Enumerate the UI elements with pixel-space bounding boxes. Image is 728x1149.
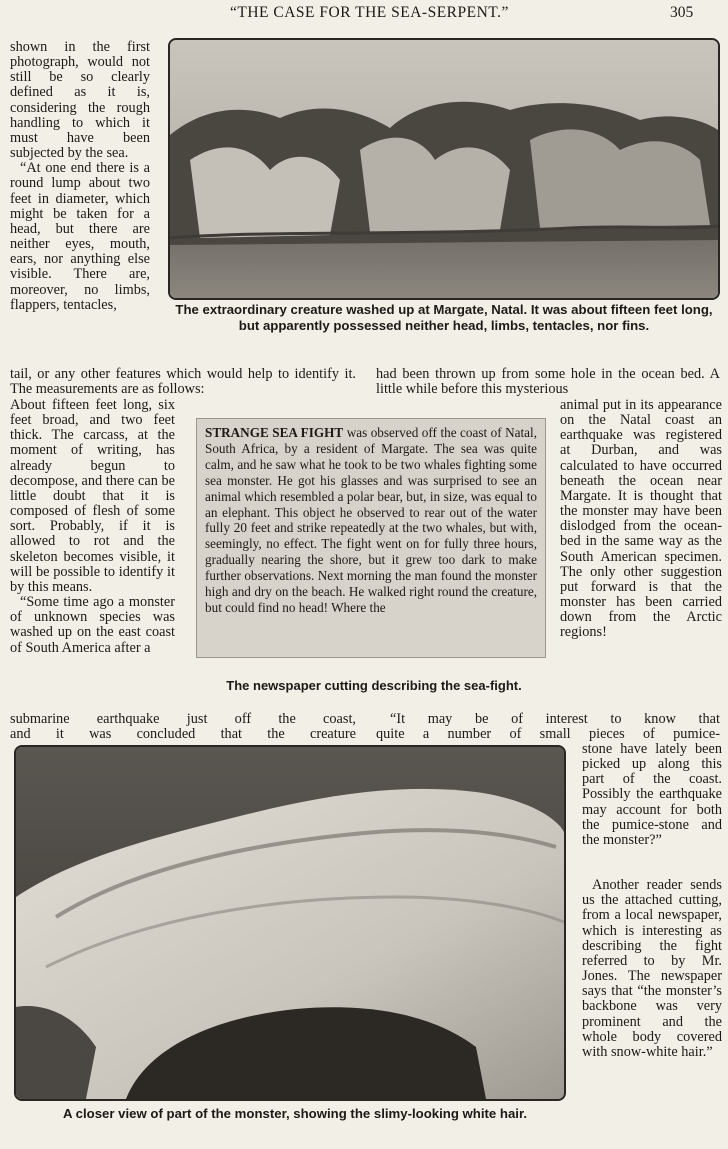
right-column-lower (582, 742, 722, 1060)
body-paragraph: stone have lately been picked up along this part of the coast. Possibly the earthquake may account for both the pumice-stone and the monster?” (582, 741, 722, 848)
photo-monster-closeup-image (16, 747, 564, 1099)
photo-creature-beach-image (170, 40, 718, 298)
left-column-upper (10, 40, 150, 313)
middle-text-left: tail, or any other features which would help to identify it. The measurements are as follows: (10, 366, 356, 398)
right-column-upper (560, 398, 722, 641)
bridge-line-left-2: and it was concluded that the creature (10, 726, 356, 742)
page-number: 305 (670, 4, 694, 21)
body-paragraph: “Some time ago a monster of unknown species was washed up on the east coast of South America after a (10, 594, 175, 656)
left-column-lower (10, 398, 175, 656)
photo-creature-beach (168, 38, 720, 300)
bridge-line-left-1: submarine earthquake just off the coast, (10, 711, 356, 727)
photo-monster-closeup (14, 745, 566, 1101)
body-paragraph: “At one end there is a round lump about two feet in diameter, which might be taken for a head, but there are neither eyes, mouth, ears, nor anything else visible. There are, moreover, no limbs, flappers, tentacles, (10, 160, 150, 313)
caption-photo-top: The extraordinary creature washed up at Margate, Natal. It was about fifteen feet long, but apparently possessed neither head, limbs, tentacles, nor fins. (175, 302, 713, 333)
caption-cutting: The newspaper cutting describing the sea-fight. (226, 678, 522, 693)
cutting-headline: STRANGE SEA FIGHT (205, 425, 344, 440)
caption-photo-bottom: A closer view of part of the monster, showing the slimy-looking white hair. (62, 1106, 528, 1121)
bridge-line-right-2: quite a number of small pieces of pumice- (376, 726, 720, 742)
body-paragraph: About fifteen feet long, six feet broad, and two feet thick. The carcass, at the moment of writing, has already begun to decompose, and there can be little doubt that it is composed of flesh of some sort. Probably, if it is allowed to rot and the skeleton becomes visible, it will be possible to identify it by this means. (10, 397, 175, 595)
running-title: “THE CASE FOR THE SEA-SERPENT.” (230, 4, 509, 21)
body-paragraph: Another reader sends us the attached cutting, from a local newspaper, which is interesting as describing the fight referred to by Mr. Jones. The newspaper says that “the monster’s backbone was very prominent and the whole body covered with snow-white hair.” (582, 877, 722, 1060)
cutting-body: was observed off the coast of Natal, South Africa, by a resident of Margate. The sea was quite calm, and he saw what he took to be two whales fighting some sea monster. He got his glasses and was surprised to see an animal which resembled a polar bear, but, in size, was equal to an elephant. This object he observed to rear out of the water fully 20 feet and strike repeatedly at the two whales, but with, seemingly, no effect. The fight went on for fully three hours, gradually nearing the shore, but it grew too dark to make further observations. Next morning the man found the monster high and dry on the beach. He walked right round the creature, but could find no head! Where the (205, 425, 537, 615)
page-header (0, 4, 728, 26)
body-paragraph: animal put in its appearance on the Natal coast an earthquake was registered at Durban, and was calculated to have occurred beneath the ocean near Margate. It is thought that the monster may have been dislodged from the ocean-bed in the same way as the South American specimen. The only other suggestion put forward is that the monster has been carried down from the Arctic regions! (560, 397, 722, 641)
bridge-line-right-1: “It may be of interest to know that (390, 711, 720, 727)
newspaper-cutting (196, 418, 546, 658)
body-paragraph: shown in the first photograph, would not still be so clearly defined as it is, considering the rough handling to which it must have been subjected by the sea. (10, 39, 150, 162)
middle-text-right: had been thrown up from some hole in the ocean bed. A little while before this mysterious (376, 366, 720, 398)
